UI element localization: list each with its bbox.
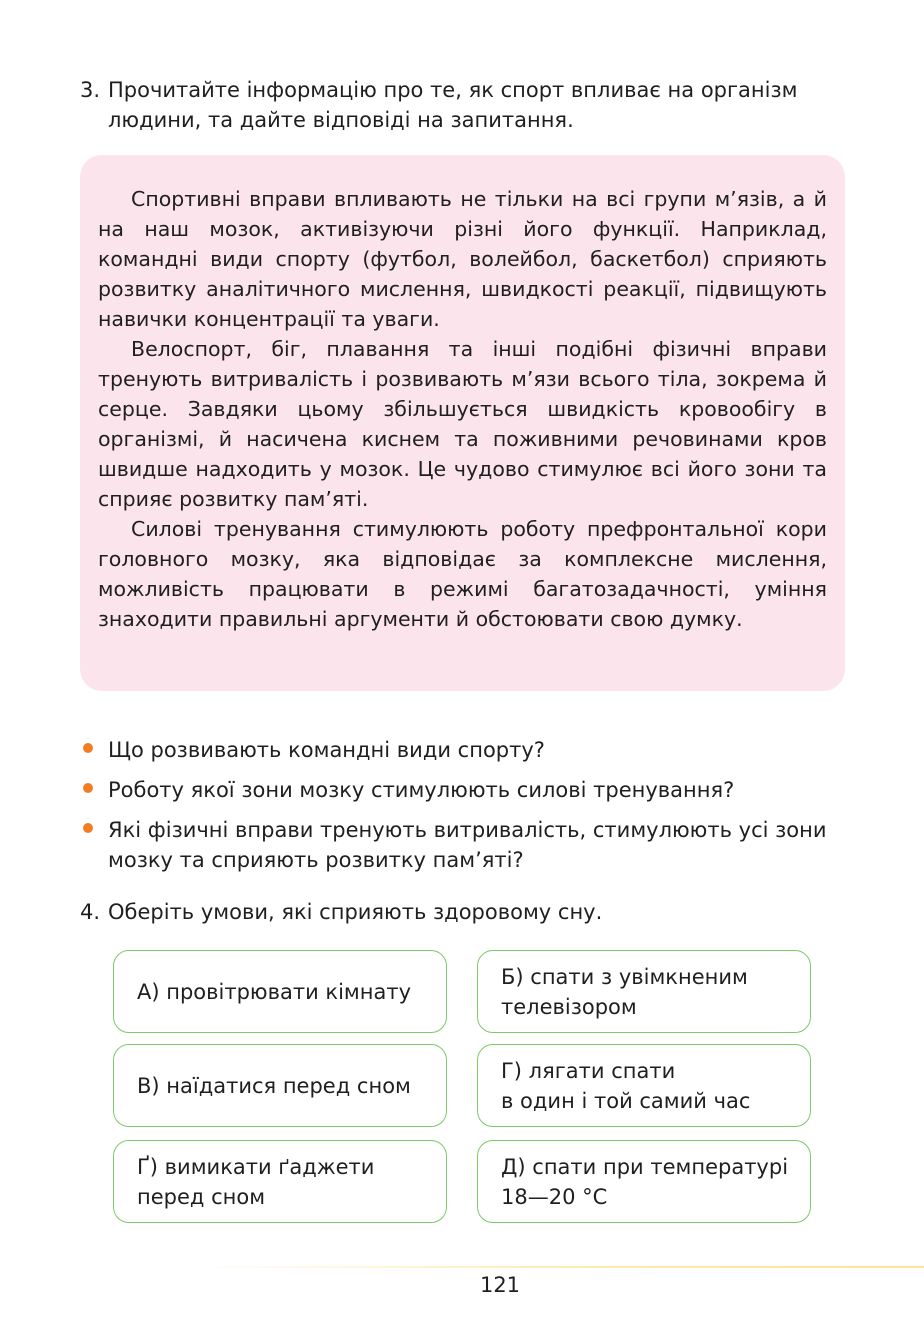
question-text: Які фізичні вправи тренують витривалість, стимулюють усі зони мозку та сприяють розвитку пам’яті? [108, 818, 827, 872]
question-list [80, 735, 840, 885]
bullet-icon [83, 823, 93, 833]
option-a[interactable]: А) провітрювати кімнату [113, 950, 447, 1033]
reading-paragraph: Спортивні вправи впливають не тільки на всі групи м’язів, а й на наш мозок, активізуючи різні його функції. Наприклад, командні види спорту (футбол, волейбол, баскетбол) сприяють розвитку аналітичного мислення, швидкості реакції, підвищують навички концентрації та уваги. [98, 187, 827, 331]
question-text: Роботу якої зони мозку стимулюють силові тренування? [108, 778, 735, 802]
option-g[interactable]: Ґ) вимикати ґаджети перед сном [113, 1140, 447, 1223]
option-v[interactable]: В) наїдатися перед сном [113, 1044, 447, 1127]
footer-divider [180, 1266, 924, 1268]
task-number: 4. [80, 900, 101, 924]
task-number: 3. [80, 78, 101, 102]
task-3 [80, 75, 846, 135]
question-text: Що розвивають командні види спорту? [108, 738, 545, 762]
task-instruction: Прочитайте інформацію про те, як спорт впливає на організм людини, та дайте відповіді на запитання. [108, 78, 798, 132]
option-h[interactable]: Г) лягати спати в один і той самий час [477, 1044, 811, 1127]
bullet-icon [83, 783, 93, 793]
question-item [80, 735, 840, 765]
reading-paragraph: Силові тренування стимулюють роботу префронтальної кори головного мозку, яка відповідає за комплексне мислення, можливість працювати в режимі багатозадачності, уміння знаходити правильні аргументи й обстоювати свою думку. [98, 517, 827, 631]
question-item [80, 775, 840, 805]
option-d[interactable]: Д) спати при температурі 18—20 °C [477, 1140, 811, 1223]
task-instruction: Оберіть умови, які сприяють здоровому сну. [108, 900, 603, 924]
reading-text-box [80, 155, 845, 691]
question-item [80, 815, 840, 875]
option-b[interactable]: Б) спати з увімкненим телевізором [477, 950, 811, 1033]
task-4 [80, 897, 846, 927]
bullet-icon [83, 743, 93, 753]
page-number: 121 [479, 1273, 521, 1297]
reading-paragraph: Велоспорт, біг, плавання та інші подібні фізичні вправи тренують витривалість і розвивають м’язи всього тіла, зокрема й серце. Завдяки цьому збільшується швидкість кровообігу в організмі, й насичена киснем та поживними речовинами кров швидше надходить у мозок. Це чудово стимулює всі його зони та сприяє розвитку пам’яті. [98, 337, 827, 511]
